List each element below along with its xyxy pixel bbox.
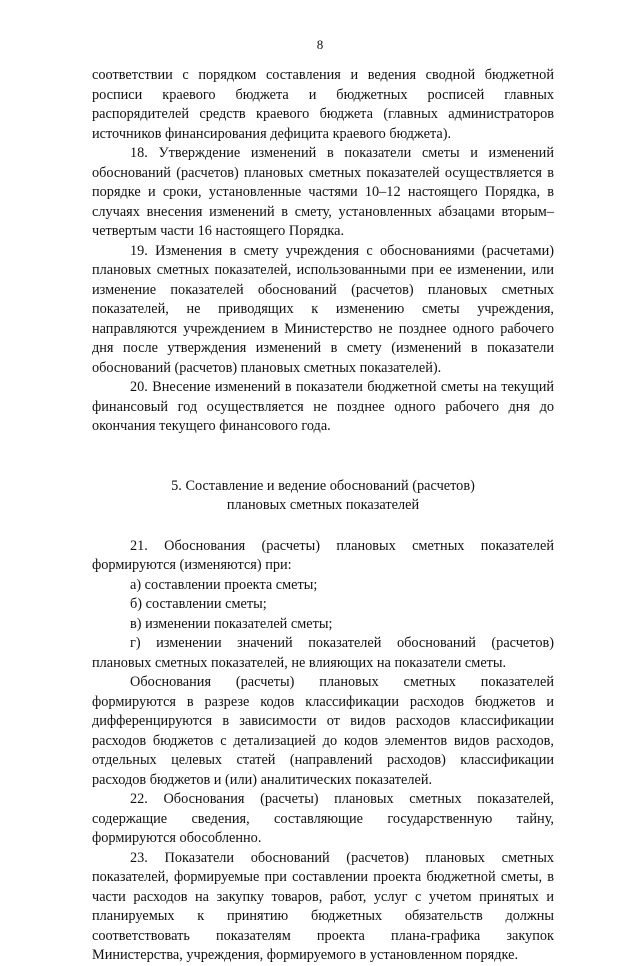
- paragraph-20: 20. Внесение изменений в показатели бюджетной сметы на текущий финансовый год осуществляется не позднее одного рабочего дня до окончания текущего финансового года.: [92, 379, 554, 434]
- paragraph-18: 18. Утверждение изменений в показатели сметы и изменений обоснований (расчетов) плановых сметных показателей осуществляется в порядке и сроки, установленные частями 10–12 настоящего Порядка, в случаях внесения изменений в смету, установленных абзацами вторым–четвертым части 16 настоящего Порядка.: [92, 145, 554, 239]
- paragraph-21-note: Обоснования (расчеты) плановых сметных показателей формируются в разрезе кодов классификации расходов бюджетов и дифференцируются в зависимости от видов расходов классификации расходов бюджетов с детализацией до кодов элементов видов расходов, отдельных целевых статей (направлений расходов) классификации расходов бюджетов и (или) аналитических показателей.: [92, 674, 554, 788]
- list-item-v: в) изменении показателей сметы;: [130, 615, 333, 632]
- document-body: [92, 66, 554, 966]
- paragraph-22: 22. Обоснования (расчеты) плановых сметных показателей, содержащие сведения, составляющие государственную тайну, формируются обособленно.: [92, 791, 554, 846]
- paragraph-21: 21. Обоснования (расчеты) плановых сметных показателей формируются (изменяются) при:: [92, 537, 554, 573]
- section-heading-line-1: 5. Составление и ведение обоснований (расчетов): [171, 477, 475, 494]
- list-item-g: г) изменении значений показателей обоснований (расчетов) плановых сметных показателей, не влияющих на показатели сметы.: [92, 635, 554, 671]
- paragraph-23: 23. Показатели обоснований (расчетов) плановых сметных показателей, формируемые при составлении проекта бюджетной сметы, в части расходов на закупку товаров, работ, услуг с учетом принятых и планируемых к принятию бюджетных обязательств должны соответствовать показателям проекта плана-графика закупок Министерства, учреждения, формируемого в установленном порядке.: [92, 849, 554, 963]
- list-item-a: а) составлении проекта сметы;: [130, 576, 318, 593]
- page-number: 8: [316, 37, 324, 52]
- list-item-b: б) составлении сметы;: [130, 596, 267, 612]
- paragraph-continuation: соответствии с порядком составления и ведения сводной бюджетной росписи краевого бюджета и бюджетных росписей главных распорядителей средств краевого бюджета (главных администраторов источников финансирования дефицита краевого бюджета).: [92, 67, 554, 142]
- section-heading: [92, 477, 554, 516]
- paragraph-19: 19. Изменения в смету учреждения с обоснованиями (расчетами) плановых сметных показателей, использованными при ее изменении, или изменение показателей обоснований (расчетов) плановых сметных показателей, не приводящих к изменению сметы учреждения, направляются учреждением в Министерство не позднее одного рабочего дня после утверждения изменений в смету (изменений в показатели обоснований (расчетов) плановых сметных показателей).: [92, 242, 554, 376]
- section-heading-line-2: плановых сметных показателей: [226, 497, 420, 513]
